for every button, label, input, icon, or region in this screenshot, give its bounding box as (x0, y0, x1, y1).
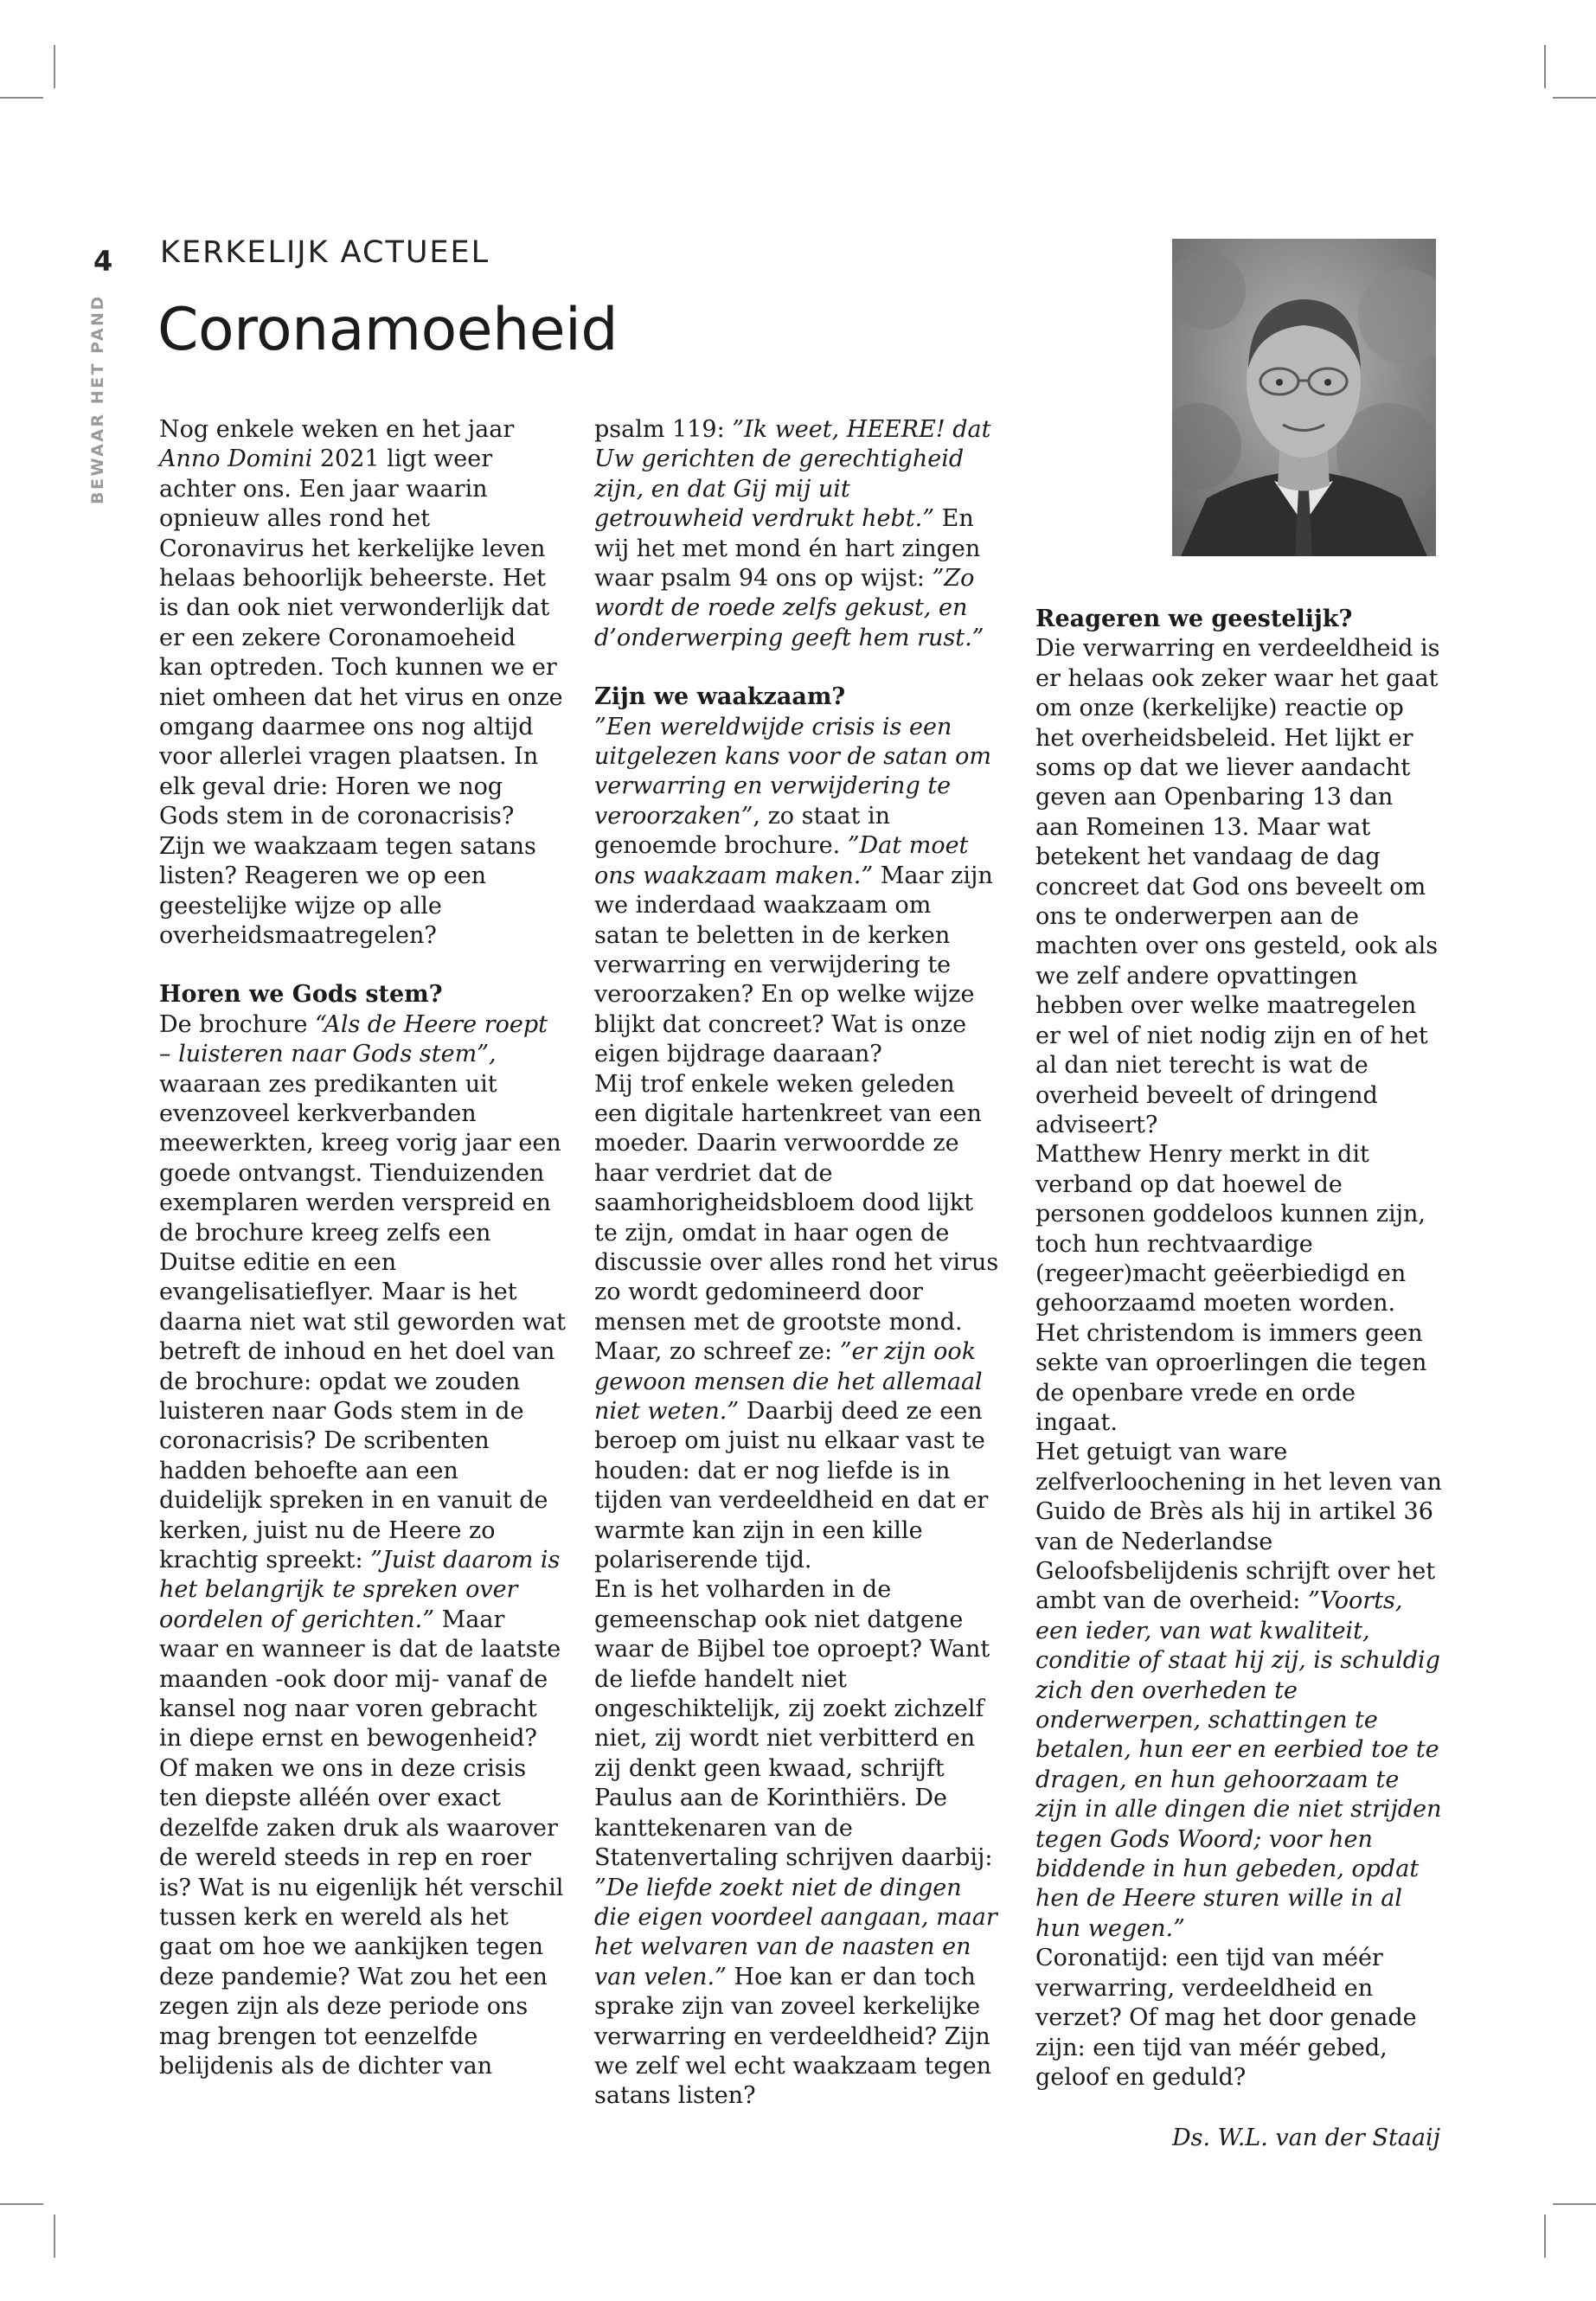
intro-text-2: 2021 ligt weer achter ons. Een jaar waarin opnieuw alles rond het Coronavirus het kerkelijke leven helaas behoorlijk beheerste. Het is dan ook niet verwonderlijk dat er een zekere Coronamoeheid kan optreden. Toch kunnen we er niet omheen dat het virus en onze omgang daarmee ons nog altijd voor allerlei vragen plaatsen. In elk geval drie: Horen we nog Gods stem in de coronacrisis? Zijn we waakzaam tegen satans listen? Reageren we op een geestelijke wijze op alle overheidsmaatregelen? (159, 445, 563, 949)
s2-italic-2: ”Dat moet ons waakzaam maken.” (594, 832, 969, 889)
s2-italic-1: ”Een wereldwijde crisis is een uitgelezen kans voor de satan om verwarring en verwijdering te veroorzaken” (594, 713, 992, 830)
s3-text-1: Het getuigt van ware zelfverloochening in het leven van Guido de Brès als hij in artikel 36 van de Nederlandse Geloofsbelijdenis schrijft over het ambt van de overheid: (1035, 1439, 1442, 1615)
s2-text-1: , zo staat in genoemde brochure. (594, 802, 891, 860)
s2-italic-3: ”er zijn ook gewoon mensen die het allemaal niet weten.” (594, 1338, 983, 1425)
s2-text-3: Mij trof enkele weken geleden een digitale hartenkreet van een moeder. Daarin verwoordde ze haar verdriet dat de saamhorigheidsbloem dood lijkt te zijn, omdat in haar ogen de discussie over alles rond het virus zo wordt gedomineerd door mensen met de grootste mond. Maar, zo schreef ze: (594, 1070, 999, 1366)
crop-mark-top-right (1544, 45, 1546, 88)
crop-mark-top-right-h (1553, 97, 1596, 99)
section-label: KERKELIJK ACTUEEL (160, 235, 490, 270)
article-title: Coronamoeheid (157, 296, 619, 364)
s1-italic-2: ”Juist daarom is het belangrijk te spreken over oordelen of gerichten.” (159, 1547, 561, 1633)
s1-text-2: waaraan zes predikanten uit evenzoveel kerkverbanden meewerkten, kreeg vorig jaar een goede ontvangst. Tienduizenden exemplaren werden verspreid en de brochure kreeg zelfs een Duitse editie en een evangelisatieflyer. Maar is het daarna niet wat stil geworden wat betreft de inhoud en het doel van de brochure: opdat we zouden luisteren naar Gods stem in de coronacrisis? De scribenten hadden behoefte aan een duidelijk spreken in en vanuit de kerken, juist nu de Heere zo krachtig spreekt: (159, 1070, 566, 1574)
paragraph-reageren-1: Die verwarring en verdeeldheid is er helaas ook zeker waar het gaat om onze (kerkelijke) reactie op het overheidsbeleid. Het lijkt er soms op dat we liever aandacht geven aan Openbaring 13 dan aan Romeinen 13. Maar wat betekent het vandaag de dag concreet dat God ons beveelt om ons te onderwerpen aan de machten over ons gesteld, ook als we zelf andere opvattingen hebben over welke maatregelen er wel of niet nodig zijn en of het al dan niet terecht is wat de overheid beveelt of dringend adviseert? (1035, 635, 1440, 1138)
paragraph-waakzaam-3 (594, 1575, 1001, 2111)
s1-text-1: De brochure (159, 1010, 316, 1038)
author-signature: Ds. W.L. van der Staaij (1172, 2125, 1440, 2152)
intro-text-1: Nog enkele weken en het jaar (159, 416, 515, 443)
intro-paragraph (159, 415, 566, 951)
crop-mark-bottom-left-h (0, 2203, 43, 2205)
heading-reageren: Reageren we geestelijk? (1035, 606, 1353, 632)
heading-waakzaam: Zijn we waakzaam? (594, 683, 846, 711)
paragraph-reageren-4: Coronatijd: een tijd van méér verwarring, verdeeldheid en verzet? Of mag het door genade zijn: een tijd van méér gebed, geloof en geduld? (1035, 1945, 1417, 2091)
crop-mark-bottom-left (54, 2214, 55, 2258)
paragraph-waakzaam-2 (594, 1070, 1001, 1576)
intro-italic-1: Anno Domini (159, 445, 313, 473)
article-column-1 (159, 415, 566, 2081)
crop-mark-top-left (54, 45, 55, 88)
s1-italic-1: “Als de Heere roept – luisteren naar Gods stem”, (159, 1010, 548, 1068)
article-column-3 (1035, 605, 1442, 2154)
s1-italic-4: ”Zo wordt de roede zelfs gekust, en d’onderwerping geeft hem rust.” (594, 565, 984, 651)
s2-text-5: En is het volharden in de gemeenschap ook niet datgene waar de Bijbel toe oproept? Want de liefde handelt niet ongeschiktelijk, zij zoekt zichzelf niet, zij wordt niet verbitterd en zij denkt geen kwaad, schrijft Paulus aan de Korinthiërs. De kanttekenaren van de Statenvertaling schrijven daarbij: (594, 1576, 993, 1872)
page-number: 4 (93, 245, 113, 278)
paragraph-horen (159, 1010, 566, 2082)
crop-mark-top-left-h (0, 97, 43, 99)
s1-text-3-tail: psalm 119: (594, 416, 733, 443)
paragraph-reageren-3 (1035, 1438, 1442, 1944)
crop-mark-bottom-right-h (1553, 2203, 1596, 2205)
author-photo (1172, 239, 1436, 556)
s2-text-2: Maar zijn we inderdaad waakzaam om satan te beletten in de kerken verwarring en verwijdering te veroorzaken? En op welke wijze blijkt dat concreet? Wat is onze eigen bijdrage daaraan? (594, 862, 993, 1068)
s1-text-3-head: Maar waar en wanneer is dat de laatste maanden -ook door mij- vanaf de kansel nog naar voren gebracht in diepe ernst en bewogenheid? Of maken we ons in deze crisis ten diepste alléén over exact dezelfde zaken druk als waarover de wereld steeds in rep en roer is? Wat is nu eigenlijk hét verschil tussen kerk en wereld als het gaat om hoe we aankijken tegen deze pandemie? Wat zou het een zegen zijn als deze periode ons mag brengen tot eenzelfde belijdenis als de dichter van (159, 1606, 564, 2080)
s2-italic-4: ”De liefde zoekt niet de dingen die eigen voordeel aangaan, maar het welvaren van de naasten en van velen.” (594, 1874, 997, 1990)
s1-italic-3: ”Ik weet, HEERE! dat Uw gerichten de gerechtigheid zijn, en dat Gij mij uit getrouwheid verdrukt hebt.” (594, 416, 991, 533)
s2-text-6: Hoe kan er dan toch sprake zijn van zoveel kerkelijke verwarring en verdeeldheid? Zijn we zelf wel echt waakzaam tegen satans listen? (594, 1963, 992, 2110)
article-column-2-content (594, 415, 1001, 2112)
s1-text-4: En wij het met mond én hart zingen waar psalm 94 ons op wijst: (594, 505, 981, 593)
paragraph-reageren-2: Matthew Henry merkt in dit verband op dat hoewel de personen goddeloos kunnen zijn, toch hun rechtvaardige (regeer)macht geëerbiedigd en gehoorzaamd moeten worden. Het christendom is immers geen sekte van oproerlingen die tegen de openbare vrede en orde ingaat. (1035, 1141, 1427, 1436)
vertical-running-label: BEWAAR HET PAND (88, 294, 107, 504)
paragraph-waakzaam-1 (594, 713, 1001, 1070)
paragraph-horen-continued (594, 415, 1001, 653)
heading-horen: Horen we Gods stem? (159, 981, 443, 1009)
s2-text-4: Daarbij deed ze een beroep om juist nu elkaar vast te houden: dat er nog liefde is in tijden van verdeeldheid en dat er warmte kan zijn in een kille polariserende tijd. (594, 1398, 989, 1574)
s3-italic-1: ”Voorts, een ieder, van wat kwaliteit, conditie of staat hij zij, is schuldig zich den overheden te onderwerpen, schattingen te betalen, hun eer en eerbied toe te dragen, en hun gehoorzaam te zijn in alle dingen die niet strijden tegen Gods Woord; voor hen biddende in hun gebeden, opdat hen de Heere sturen wille in al hun wegen.” (1035, 1587, 1442, 1942)
crop-mark-bottom-right (1544, 2214, 1546, 2258)
